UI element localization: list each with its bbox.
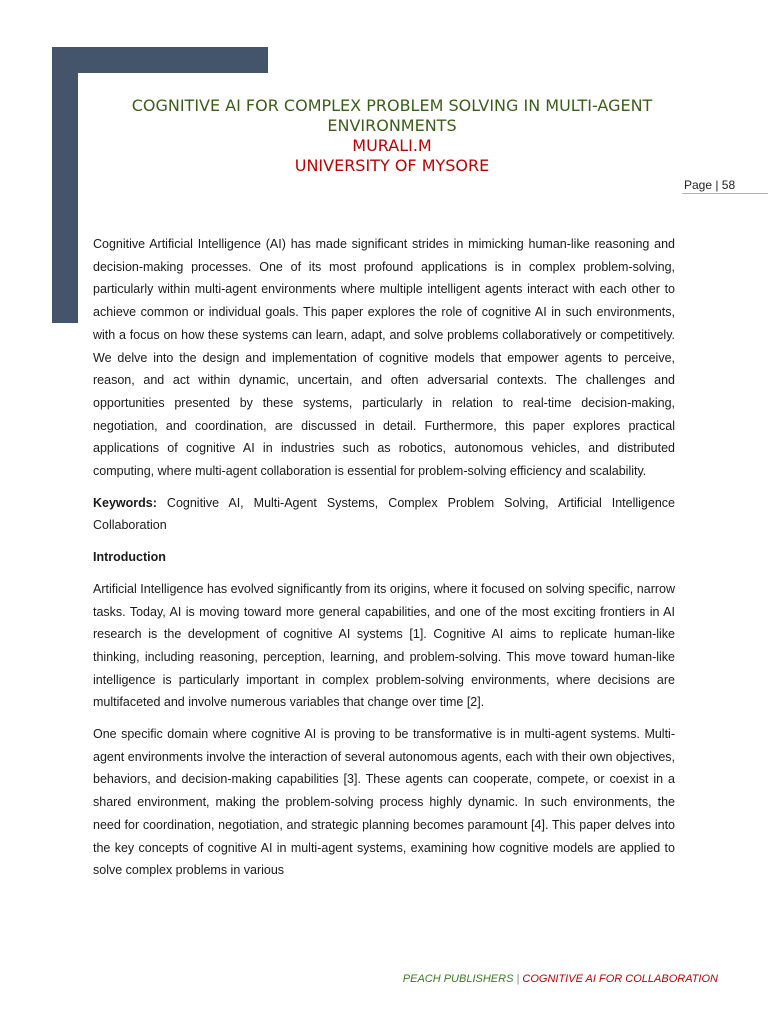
author-name: MURALI.M — [352, 136, 432, 155]
title-block — [100, 96, 684, 176]
footer — [403, 973, 718, 985]
abstract: Cognitive Artificial Intelligence (AI) has made significant strides in mimicking human-like reasoning and decision-making processes. One of its most profound applications is in complex problem-solving, particularly within multi-agent environments where multiple intelligent agents interact with each other to achieve common or individual goals. This paper explores the role of cognitive AI in such environments, with a focus on how these systems can learn, adapt, and solve problems collaboratively or competitively. We delve into the design and implementation of cognitive models that empower agents to perceive, reason, and act within dynamic, uncertain, and often adversarial contexts. The challenges and opportunities presented by these systems, particularly in relation to real-time decision-making, negotiation, and coordination, are discussed in detail. Furthermore, this paper explores practical applications of cognitive AI in industries such as robotics, autonomous vehicles, and distributed computing, where multi-agent collaboration is essential for problem-solving efficiency and scalability. — [93, 237, 675, 479]
page-number: Page | 58 — [684, 178, 736, 192]
author-affiliation: UNIVERSITY OF MYSORE — [294, 156, 490, 175]
corner-decoration-left — [52, 47, 78, 323]
section-heading-introduction: Introduction — [93, 550, 166, 565]
keywords-label: Keywords: — [93, 495, 157, 510]
footer-book-title: COGNITIVE AI FOR COLLABORATION — [522, 973, 718, 985]
page-number-rule — [682, 193, 768, 194]
footer-separator: | — [516, 973, 520, 985]
paper-title: COGNITIVE AI FOR COMPLEX PROBLEM SOLVING IN MULTI-AGENT ENVIRONMENTS — [131, 96, 653, 135]
footer-publisher: PEACH PUBLISHERS — [402, 973, 514, 985]
keywords — [93, 492, 675, 537]
keywords-text: Cognitive AI, Multi-Agent Systems, Complex Problem Solving, Artificial Intelligence Collaboration — [93, 495, 675, 533]
intro-paragraph: One specific domain where cognitive AI is proving to be transformative is in multi-agent systems. Multi-agent environments involve the interaction of several autonomous agents, each with their own objectives, behaviors, and decision-making capabilities [3]. These agents can cooperate, compete, or coexist in a shared environment, making the problem-solving process highly dynamic. In such environments, the need for coordination, negotiation, and strategic planning becomes paramount [4]. This paper delves into the key concepts of cognitive AI in multi-agent systems, examining how cognitive models are applied to solve complex problems in various — [93, 727, 675, 878]
intro-paragraph: Artificial Intelligence has evolved significantly from its origins, where it focused on solving specific, narrow tasks. Today, AI is moving toward more general capabilities, and one of the most exciting frontiers in AI research is the development of cognitive AI systems [1]. Cognitive AI aims to replicate human-like thinking, including reasoning, perception, learning, and problem-solving. This move toward human-like intelligence is particularly important in complex problem-solving environments, where decisions are multifaceted and involve numerous variables that change over time [2]. — [93, 581, 675, 710]
corner-decoration-top — [52, 47, 268, 73]
page-number-block — [682, 178, 768, 194]
main-content — [93, 233, 675, 891]
